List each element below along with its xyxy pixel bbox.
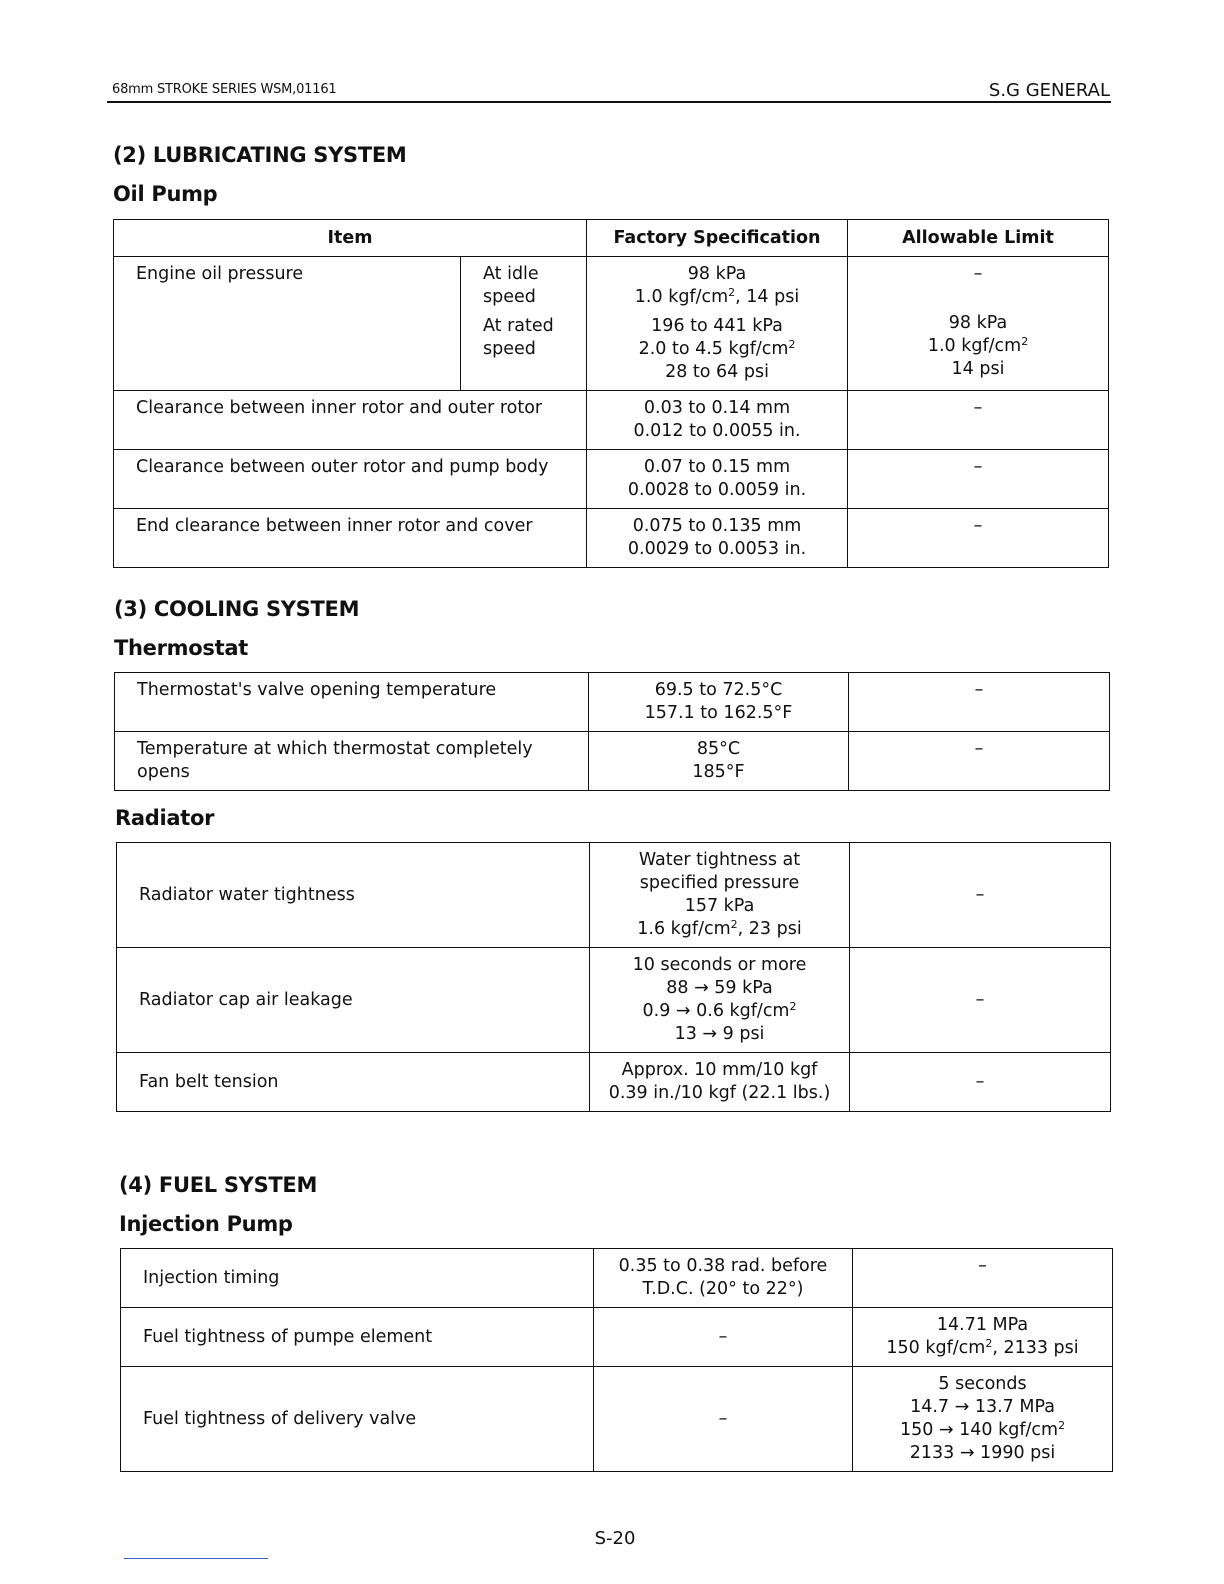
header-rule: [107, 101, 1111, 103]
rated-limit-kgf: 1.0 kgf/$cm^2$: [927, 335, 1029, 356]
radiator-table: [116, 842, 1111, 1112]
row-limit: –: [848, 509, 1109, 568]
row-spec: Approx. 10 mm/10 kgf 0.39 in./10 kgf (22.1 lbs.): [590, 1053, 850, 1112]
row-spec: 0.07 to 0.15 mm 0.0028 to 0.0059 in.: [587, 450, 848, 509]
lubricating-title: (2) LUBRICATING SYSTEM: [113, 143, 407, 167]
row-spec: 0.03 to 0.14 mm 0.012 to 0.0055 in.: [587, 391, 848, 450]
idle-spec-kpa: 98 kPa: [687, 264, 747, 284]
row-spec: 0.075 to 0.135 mm 0.0029 to 0.0053 in.: [587, 509, 848, 568]
rated-limit-psi: 14 psi: [951, 359, 1005, 379]
fuel-title: (4) FUEL SYSTEM: [119, 1173, 318, 1197]
rated-label: At rated: [483, 316, 554, 336]
table-header-row: [114, 220, 1109, 257]
footer-rule: [124, 1558, 268, 1559]
engine-oil-pressure-label: Engine oil pressure: [114, 257, 461, 391]
engine-oil-pressure-conditions: [461, 257, 587, 391]
rated-spec-psi: 28 to 64 psi: [665, 362, 769, 382]
row-spec: 10 seconds or more 88 → 59 kPa 0.9 → 0.6 kgf/$cm^2$ 13 → 9 psi: [590, 948, 850, 1053]
row-item: Clearance between inner rotor and outer rotor: [114, 391, 587, 450]
row-limit: –: [849, 732, 1110, 791]
thermostat-table: [114, 672, 1110, 791]
injection-pump-title: Injection Pump: [119, 1212, 293, 1236]
rated-spec-kpa: 196 to 441 kPa: [651, 316, 783, 336]
table-row: [121, 1249, 1113, 1308]
table-row: [121, 1308, 1113, 1367]
row-spec: –: [594, 1308, 853, 1367]
row-limit: –: [853, 1249, 1113, 1308]
table-row: [117, 1053, 1111, 1112]
col-factory-header: Factory Specification: [587, 220, 848, 257]
table-row: [117, 843, 1111, 948]
table-row: [114, 509, 1109, 568]
row-item: Thermostat's valve opening temperature: [115, 673, 589, 732]
row-item: Fuel tightness of pumpe element: [121, 1308, 594, 1367]
header-series: 68mm STROKE SERIES WSM,01161: [112, 82, 337, 97]
header-section: S.G GENERAL: [988, 80, 1110, 101]
rated-label-2: speed: [483, 339, 536, 359]
thermostat-title: Thermostat: [114, 636, 248, 660]
idle-label: At idle: [483, 264, 539, 284]
row-limit: –: [849, 673, 1110, 732]
row-limit: –: [848, 450, 1109, 509]
row-item: Temperature at which thermostat completely opens: [115, 732, 589, 791]
oil-pump-table: [113, 219, 1109, 568]
rated-spec-kgf: 2.0 to 4.5 kgf/$cm^2$: [638, 338, 796, 359]
row-spec: 85°C 185°F: [589, 732, 849, 791]
col-item-header: Item: [114, 220, 587, 257]
idle-spec-kgf: 1.0 kgf/$cm^2$, 14 psi: [634, 286, 800, 307]
row-item: End clearance between inner rotor and cover: [114, 509, 587, 568]
row-item: Fuel tightness of delivery valve: [121, 1367, 594, 1472]
row-item: Radiator cap air leakage: [117, 948, 590, 1053]
row-item: Injection timing: [121, 1249, 594, 1308]
table-row: [114, 391, 1109, 450]
engine-oil-pressure-spec: [587, 257, 848, 391]
row-item: Radiator water tightness: [117, 843, 590, 948]
table-row: [114, 450, 1109, 509]
table-row: [114, 257, 1109, 391]
engine-oil-pressure-limit: [848, 257, 1109, 391]
rated-limit-kpa: 98 kPa: [948, 313, 1008, 333]
oil-pump-title: Oil Pump: [113, 182, 218, 206]
col-allowable-header: Allowable Limit: [848, 220, 1109, 257]
table-row: [115, 732, 1110, 791]
row-limit: 5 seconds 14.7 → 13.7 MPa 150 → 140 kgf/$cm^2$ 2133 → 1990 psi: [853, 1367, 1113, 1472]
row-limit: –: [850, 948, 1111, 1053]
table-row: [115, 673, 1110, 732]
row-limit: –: [850, 843, 1111, 948]
row-spec: 69.5 to 72.5°C 157.1 to 162.5°F: [589, 673, 849, 732]
cooling-title: (3) COOLING SYSTEM: [114, 597, 360, 621]
idle-label-2: speed: [483, 287, 536, 307]
table-row: [117, 948, 1111, 1053]
row-limit: –: [848, 391, 1109, 450]
row-spec: –: [594, 1367, 853, 1472]
idle-limit: –: [973, 264, 983, 284]
radiator-title: Radiator: [115, 806, 215, 830]
page-number: S-20: [594, 1528, 636, 1549]
row-spec: Water tightness at specified pressure 157 kPa 1.6 kgf/$cm^2$, 23 psi: [590, 843, 850, 948]
row-item: Fan belt tension: [117, 1053, 590, 1112]
table-row: [121, 1367, 1113, 1472]
row-item: Clearance between outer rotor and pump body: [114, 450, 587, 509]
row-limit: –: [850, 1053, 1111, 1112]
row-spec: 0.35 to 0.38 rad. before T.D.C. (20° to 22°): [594, 1249, 853, 1308]
injection-pump-table: [120, 1248, 1113, 1472]
row-limit: 14.71 MPa 150 kgf/$cm^2$, 2133 psi: [853, 1308, 1113, 1367]
